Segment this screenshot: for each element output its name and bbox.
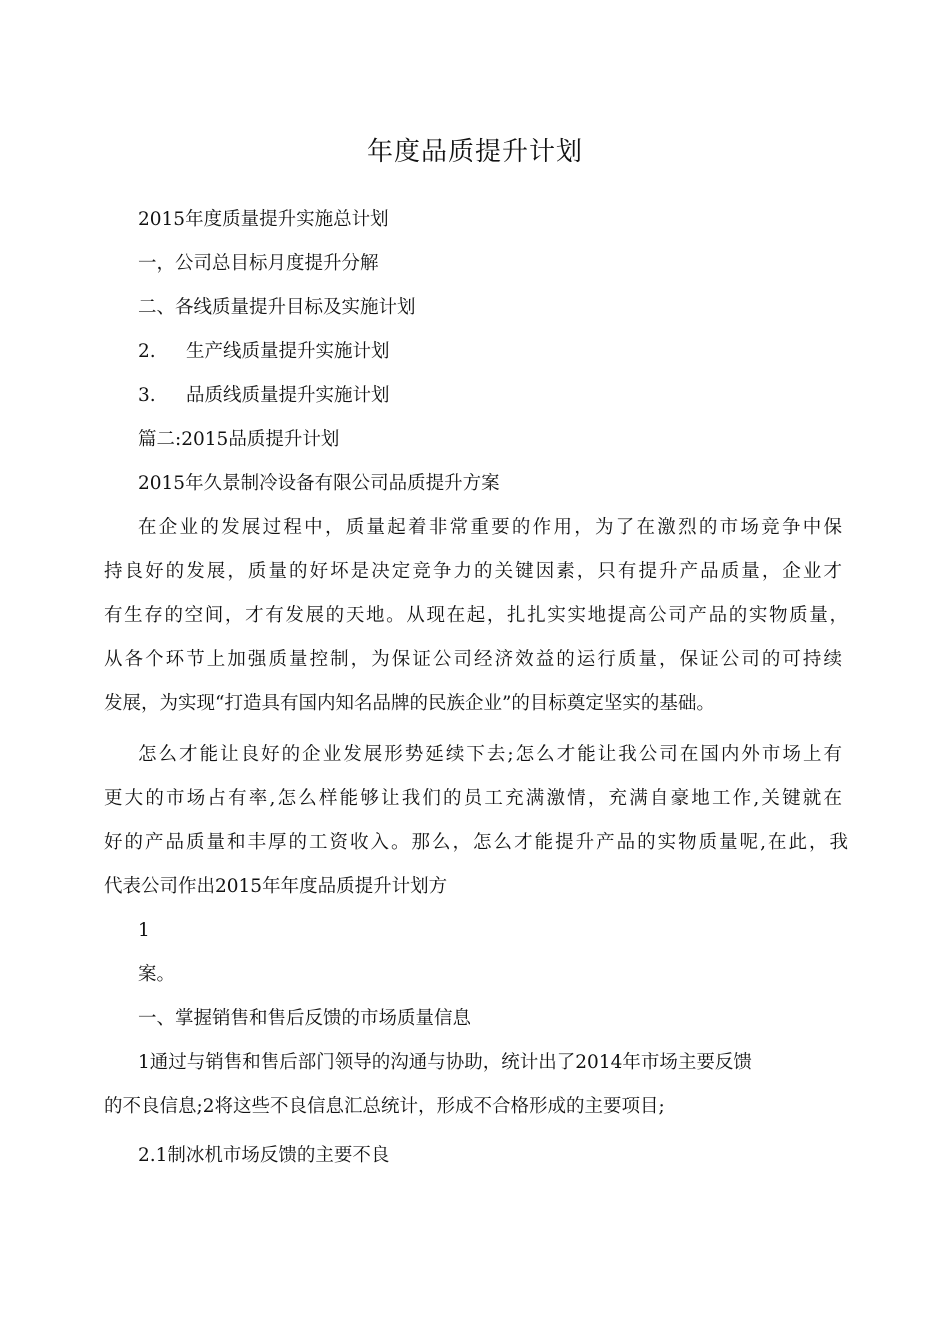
paragraph-line: 的不良信息;2将这些不良信息汇总统计，形成不合格形成的主要项目;: [104, 1096, 665, 1117]
sub-list-number: 2.: [138, 341, 156, 362]
sub-list-text: 品质线质量提升实施计划: [186, 385, 390, 406]
subsection-heading: 2.1制冰机市场反馈的主要不良: [138, 1145, 390, 1166]
paragraph-line: 怎么才能让良好的企业发展形势延续下去;怎么才能让我公司在国内外市场上有: [138, 744, 842, 765]
company-plan-heading: 2015年久景制冷设备有限公司品质提升方案: [138, 473, 500, 494]
paragraph-line: 1通过与销售和售后部门领导的沟通与协助，统计出了2014年市场主要反馈: [138, 1052, 752, 1073]
paragraph-line: 持良好的发展，质量的好坏是决定竞争力的关键因素，只有提升产品质量，企业才: [104, 561, 842, 582]
sub-list-item: [138, 339, 390, 365]
paragraph-line: 有生存的空间，才有发展的天地。从现在起，扎扎实实地提高公司产品的实物质量，: [104, 605, 848, 626]
section-heading: 一、掌握销售和售后反馈的市场质量信息: [138, 1008, 472, 1029]
page-number: 1: [138, 920, 150, 941]
list-item: 一，公司总目标月度提升分解: [138, 253, 379, 274]
paragraph-line: 更大的市场占有率,怎么样能够让我们的员工充满激情，充满自豪地工作,关键就在: [104, 788, 842, 809]
document-title: 年度品质提升计划: [366, 137, 583, 167]
paragraph-line: 发展，为实现“打造具有国内知名品牌的民族企业”的目标奠定坚实的基础。: [104, 693, 715, 714]
sub-list-number: 3.: [138, 385, 156, 406]
plan-heading: 2015年度质量提升实施总计划: [138, 209, 389, 230]
paragraph-line: 好的产品质量和丰厚的工资收入。那么，怎么才能提升产品的实物质量呢,在此，我: [104, 832, 848, 853]
sub-list-item: [138, 383, 390, 409]
part-heading: 篇二:2015品质提升计划: [138, 429, 340, 450]
paragraph-line: 代表公司作出2015年年度品质提升计划方: [104, 876, 448, 897]
paragraph-line: 在企业的发展过程中，质量起着非常重要的作用，为了在激烈的市场竞争中保: [138, 517, 842, 538]
paragraph-line: 从各个环节上加强质量控制，为保证公司经济效益的运行质量，保证公司的可持续: [104, 649, 842, 670]
sub-list-text: 生产线质量提升实施计划: [186, 341, 390, 362]
list-item: 二、各线质量提升目标及实施计划: [138, 297, 416, 318]
continued-text: 案。: [138, 964, 176, 985]
